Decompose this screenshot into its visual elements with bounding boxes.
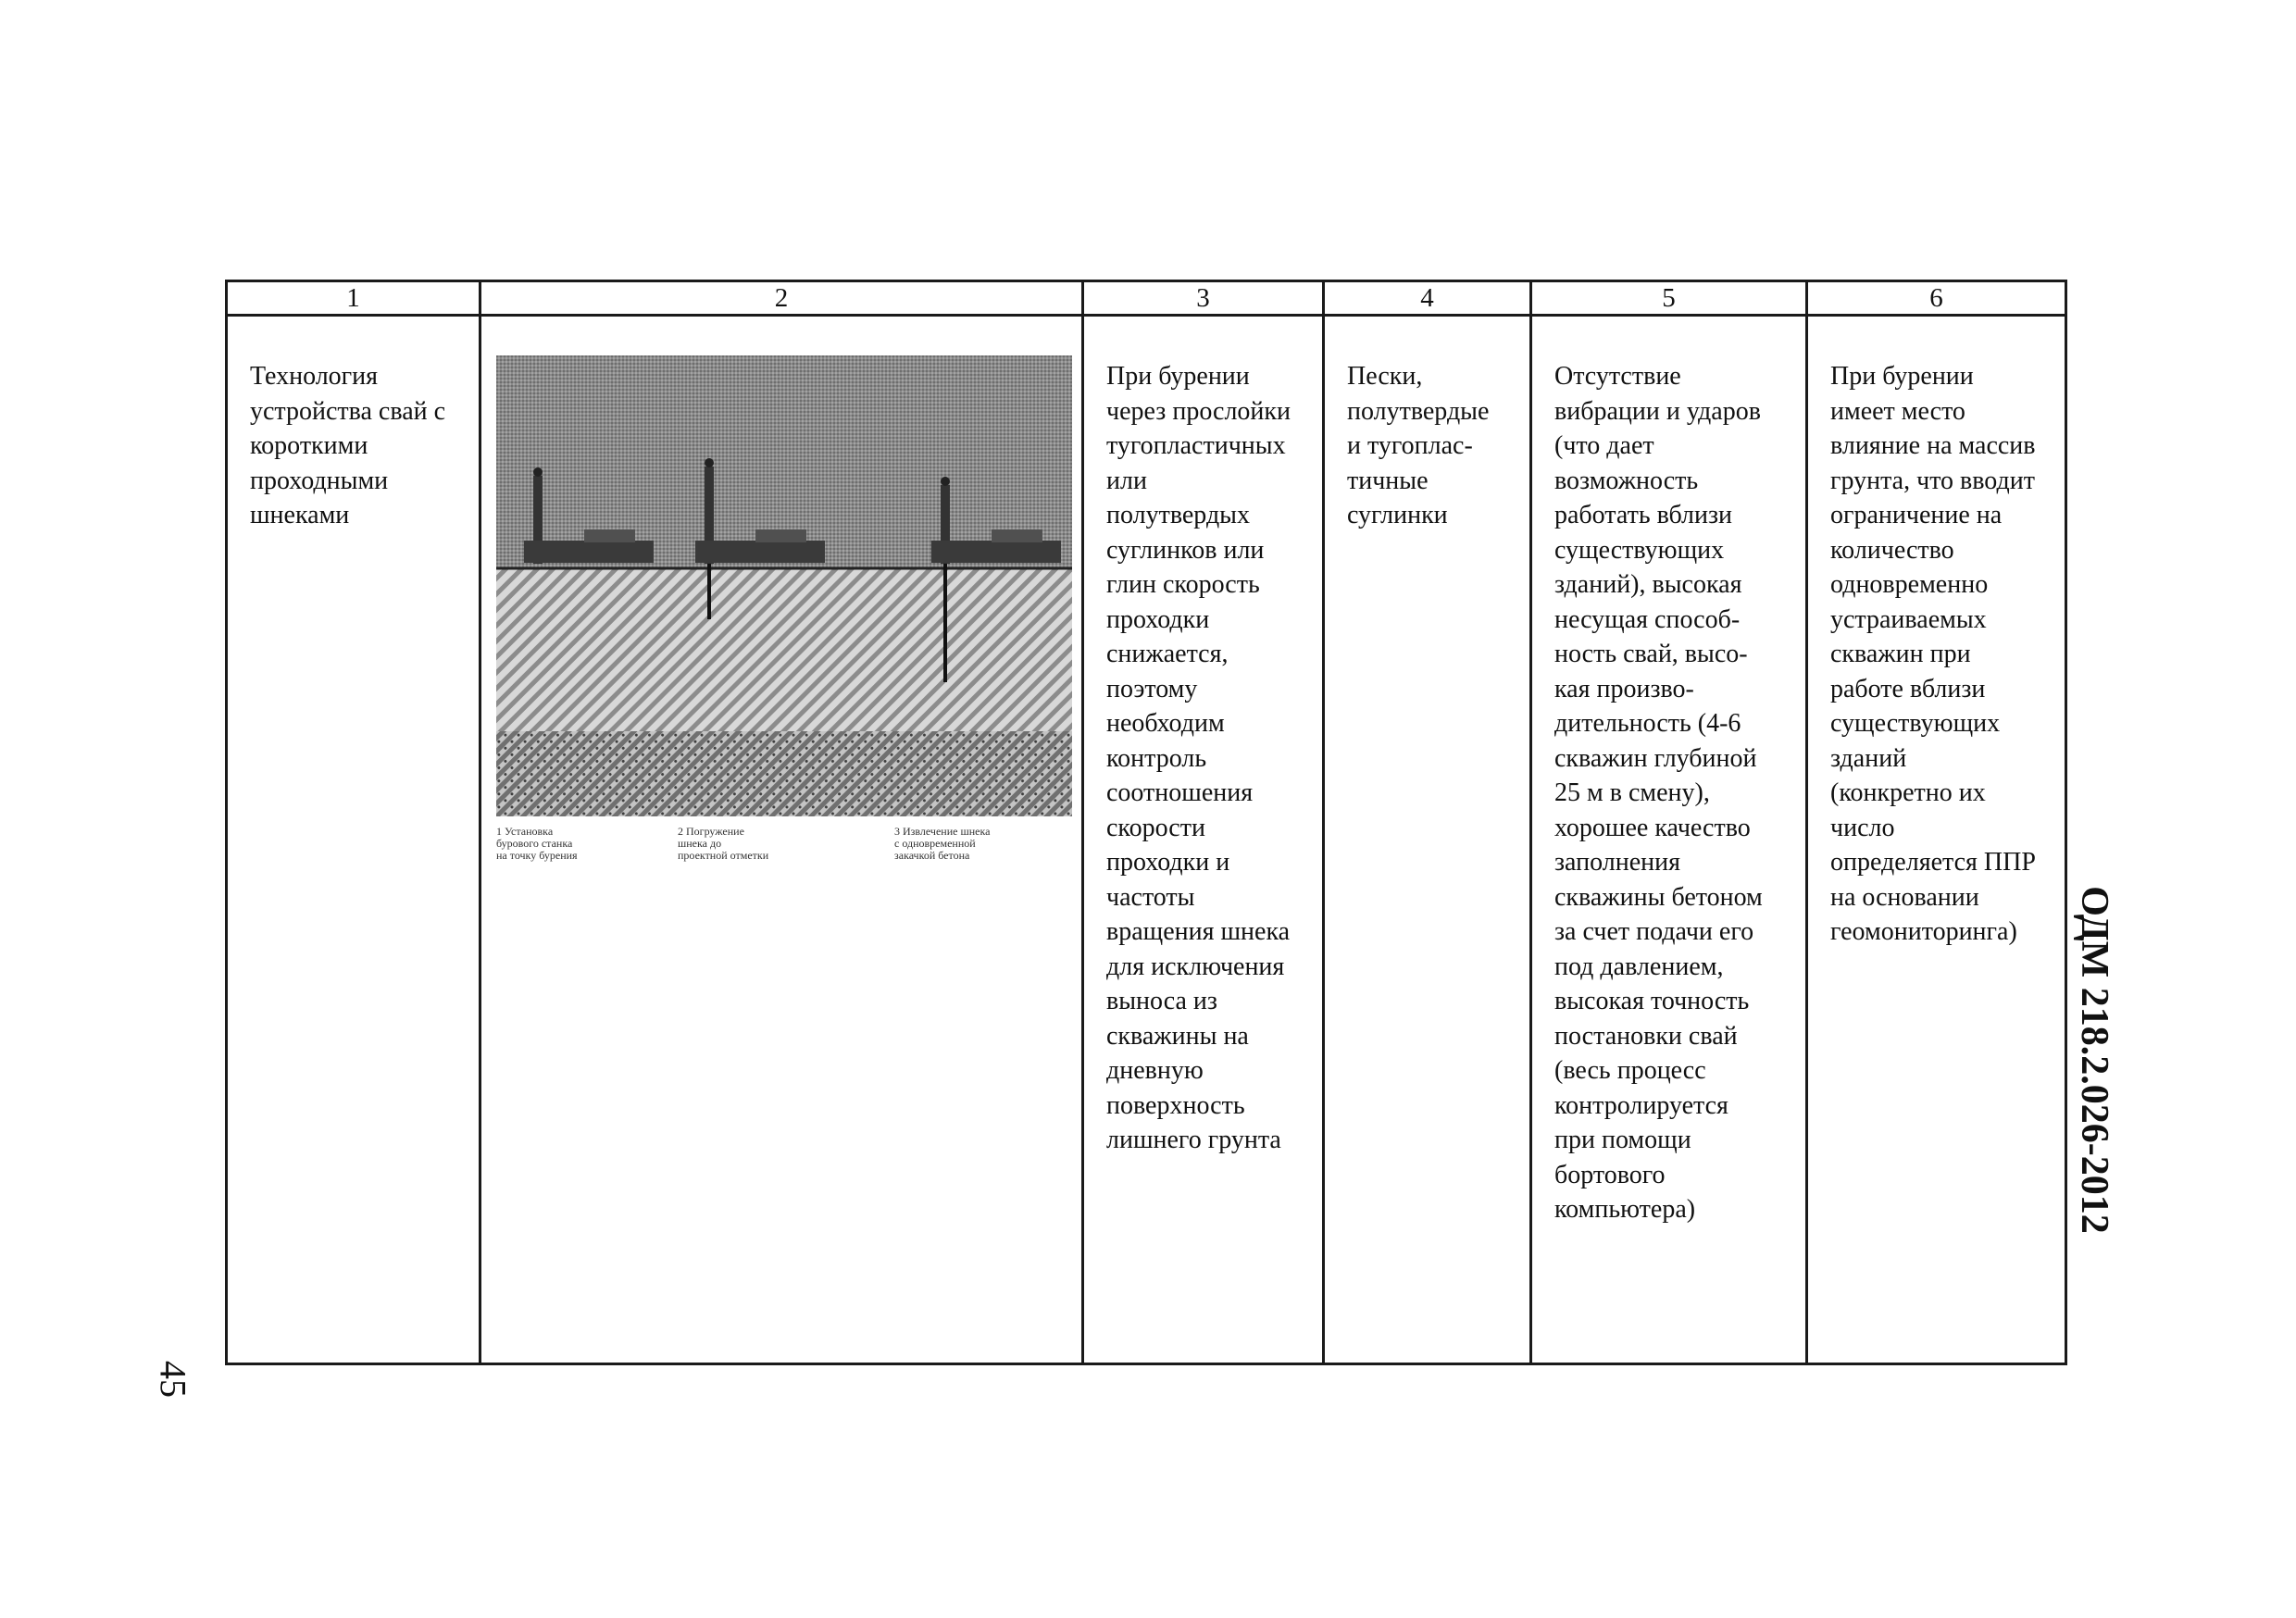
header-col-3: 3 — [1083, 281, 1324, 316]
caption-step-3: 3 Извлечение шнека с одновременной закачкой бетона — [894, 825, 991, 862]
disadvantages-cell — [1807, 316, 2066, 1364]
document-code-wrap — [2073, 886, 2115, 1234]
figure-cell — [480, 316, 1083, 1364]
auger-shaft — [707, 564, 711, 619]
technology-name: Технология устройства свай с короткими проходными шнеками — [250, 362, 446, 529]
page-number: 45 — [152, 1361, 194, 1398]
table-row — [227, 316, 2066, 1364]
document-code: ОДМ 218.2.026-2012 — [2073, 886, 2115, 1234]
disadvantages-text: При бурении имеет место влияние на массив грунта, что вводит ограничение на количество одновременно устраиваемых скважин при работе вблизи существующих зданий (конкретно их число определяется ППР на основании геомониторинга) — [1830, 362, 2036, 946]
advantages-cell — [1531, 316, 1807, 1364]
limitations-text: При бурении через прослойки тугопластичных или полутвердых суглинков или глин скорость проходки снижается, поэтому необходим контроль соотношения скорости проходки и частоты вращения шнека для исключения выноса из скважины на дневную поверхность лишнего грунта — [1106, 362, 1291, 1154]
soils-cell — [1324, 316, 1531, 1364]
soils-text: Пески, полутвердые и тугоплас- тичные суглинки — [1347, 362, 1490, 529]
page-number-wrap — [152, 1361, 194, 1398]
header-col-1: 1 — [227, 281, 480, 316]
pile-installation-figure — [496, 355, 1072, 816]
soil-layer-lower — [496, 731, 1072, 816]
caption-step-1: 1 Установка бурового станка на точку бурения — [496, 825, 578, 862]
limitations-cell — [1083, 316, 1324, 1364]
header-col-6: 6 — [1807, 281, 2066, 316]
technology-cell — [227, 316, 480, 1364]
header-col-5: 5 — [1531, 281, 1807, 316]
figure-captions — [496, 816, 1072, 872]
advantages-text: Отсутствие вибрации и ударов (что дает возможность работать вблизи существующих зданий), высокая несущая способ- ность свай, высо- кая произво- дительность (4-6 скважин глубиной 25 м в смену), хорошее качество заполнения скважины бетоном за счет подачи его под давлением, высокая точность постановки свай (весь процесс контролируется при помощи бортового компьютера) — [1554, 362, 1763, 1224]
caption-step-2: 2 Погружение шнека до проектной отметки — [678, 825, 769, 862]
header-col-4: 4 — [1324, 281, 1531, 316]
header-row — [227, 281, 2066, 316]
concrete-pile — [943, 564, 947, 682]
header-col-2: 2 — [480, 281, 1083, 316]
comparison-table — [225, 280, 2067, 1365]
soil-layer-upper — [496, 568, 1072, 731]
